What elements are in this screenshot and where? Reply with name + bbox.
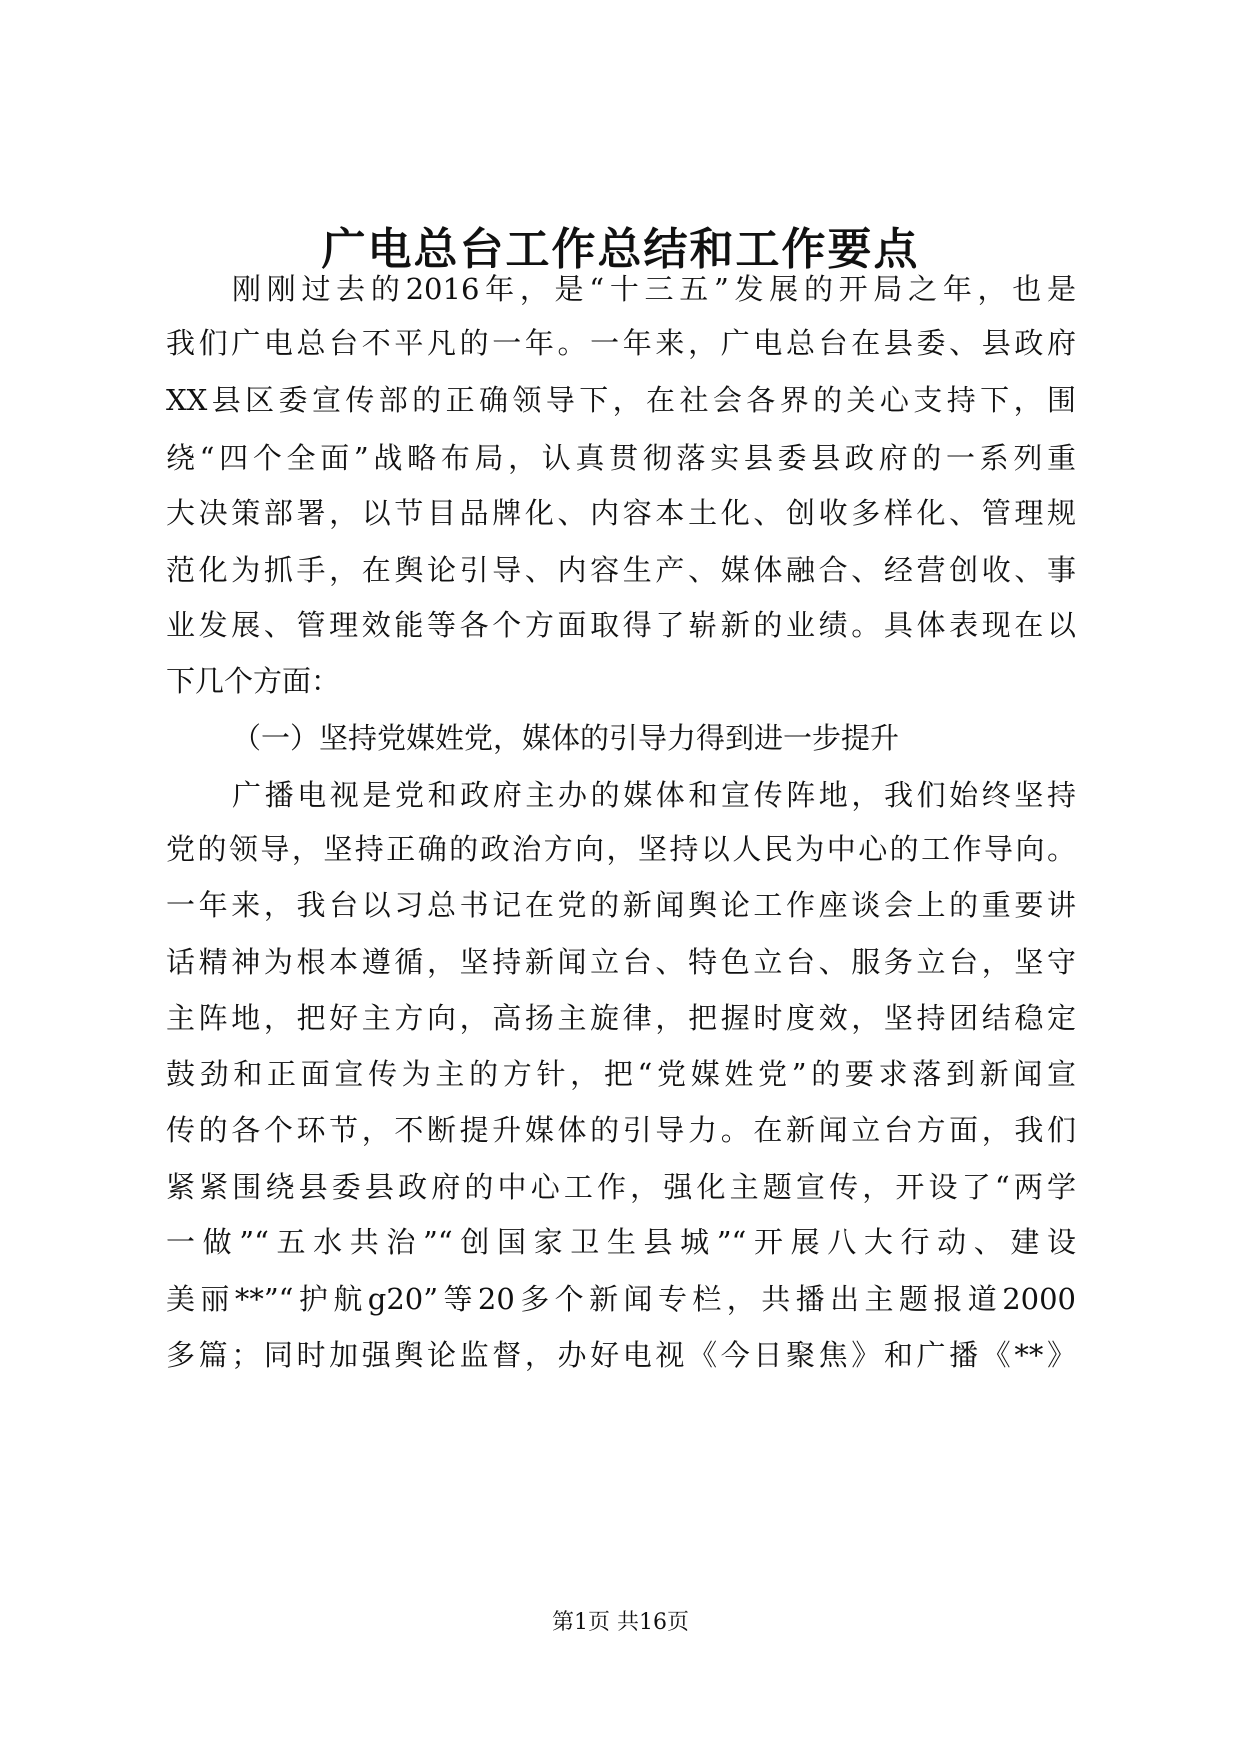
body-line: XX县区委宣传部的正确领导下，在社会各界的关心支持下，围 [166, 383, 1076, 417]
body-line: 传的各个环节，不断提升媒体的引导力。在新闻立台方面，我们 [166, 1113, 1076, 1147]
body-line: 绕“四个全面”战略布局，认真贯彻落实县委县政府的一系列重 [166, 441, 1076, 475]
body-line: 多篇；同时加强舆论监督，办好电视《今日聚焦》和广播《**》 [166, 1338, 1076, 1372]
page-number-footer: 第1页 共16页 [552, 1610, 689, 1635]
body-line: 美丽**”“护航g20”等20多个新闻专栏，共播出主题报道2000 [166, 1282, 1076, 1316]
body-line: 主阵地，把好主方向，高扬主旋律，把握时度效，坚持团结稳定 [166, 1001, 1076, 1035]
body-line: 话精神为根本遵循，坚持新闻立台、特色立台、服务立台，坚守 [166, 945, 1076, 979]
body-line: 业发展、管理效能等各个方面取得了崭新的业绩。具体表现在以 [166, 608, 1076, 642]
document-title: 广电总台工作总结和工作要点 [321, 224, 920, 275]
body-line: 刚刚过去的2016年，是“十三五”发展的开局之年，也是 [232, 272, 1076, 306]
body-line: 紧紧围绕县委县政府的中心工作，强化主题宣传，开设了“两学 [166, 1170, 1076, 1204]
body-line: 我们广电总台不平凡的一年。一年来，广电总台在县委、县政府 [166, 326, 1076, 360]
body-line: 党的领导，坚持正确的政治方向，坚持以人民为中心的工作导向。 [166, 832, 1076, 866]
body-line: 大决策部署，以节目品牌化、内容本土化、创收多样化、管理规 [166, 496, 1076, 530]
body-line: 一年来，我台以习总书记在党的新闻舆论工作座谈会上的重要讲 [166, 888, 1076, 922]
body-line: 广播电视是党和政府主办的媒体和宣传阵地，我们始终坚持 [232, 778, 1076, 812]
body-line: 范化为抓手，在舆论引导、内容生产、媒体融合、经营创收、事 [166, 553, 1076, 587]
body-line: 鼓劲和正面宣传为主的方针，把“党媒姓党”的要求落到新闻宣 [166, 1057, 1076, 1091]
body-line: 一做”“五水共治”“创国家卫生县城”“开展八大行动、建设 [166, 1225, 1076, 1259]
section-heading: （一）坚持党媒姓党，媒体的引导力得到进一步提升 [232, 721, 900, 755]
body-line: 下几个方面： [166, 664, 341, 698]
